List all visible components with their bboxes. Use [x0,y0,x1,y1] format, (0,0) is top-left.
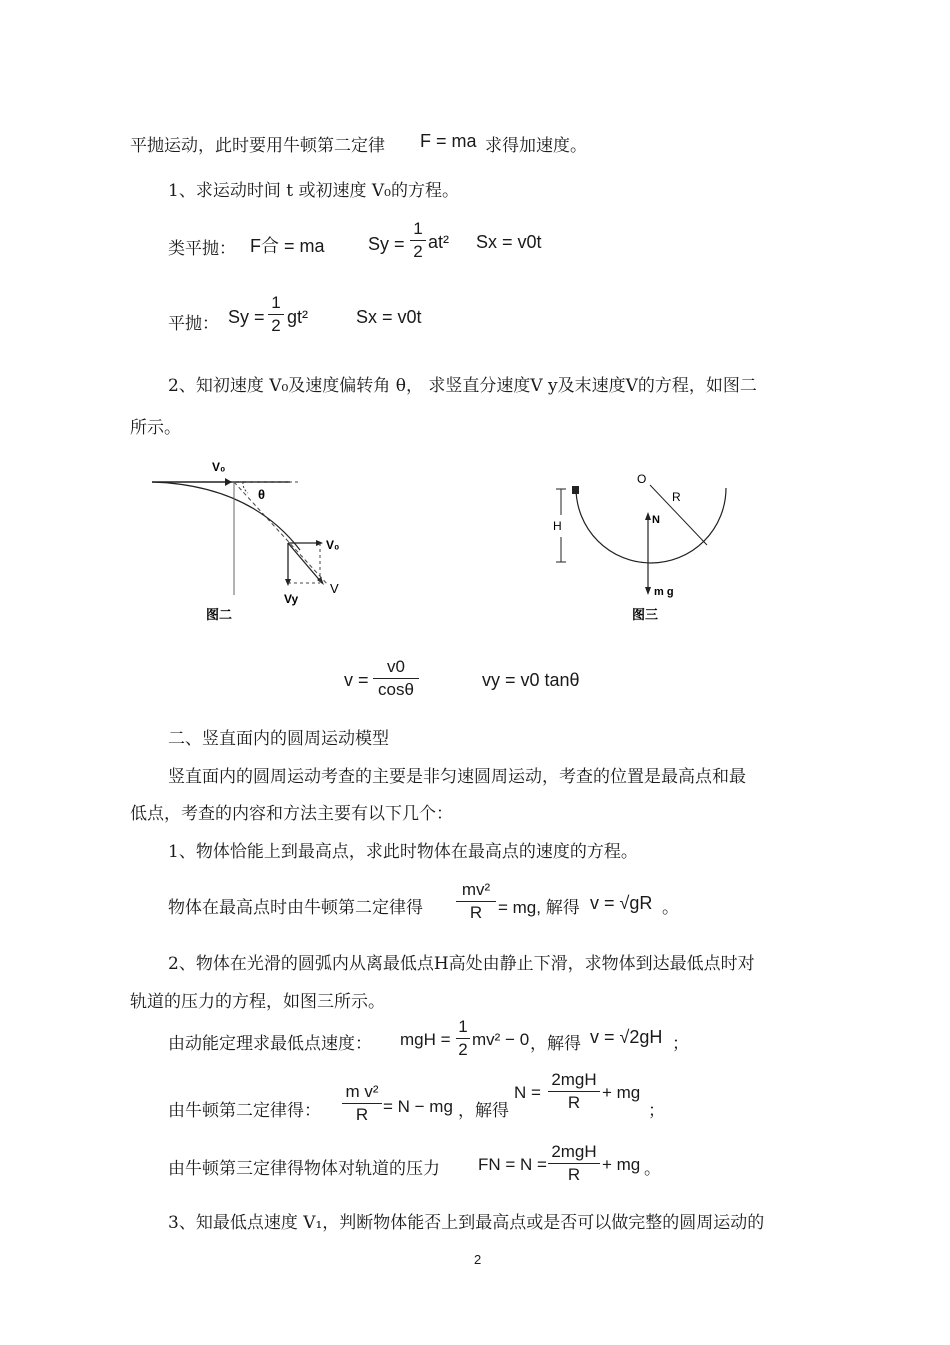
section-2-title: 二、竖直面内的圆周运动模型 [168,729,389,749]
label-v0-top: V₀ [212,460,226,474]
formula-mgh: mgH = [400,1030,451,1049]
page-number: 2 [474,1252,482,1267]
para-7b: 。 [644,1159,661,1179]
formula-half-mv2: mv² − 0 [472,1030,530,1049]
para-3c: 。 [662,898,679,918]
formula-v-eq: v = [344,670,369,690]
text-line-2: 1、求运动时间 t 或初速度 V₀的方程。 [168,181,459,201]
figure-3-circular-track-diagram [540,465,740,635]
lei-ping-label: 类平抛： [168,239,236,259]
label-vy: Vy [284,592,299,606]
formula-plus-mg-2: + mg [602,1155,641,1174]
formula-sy-1: Sy = [368,234,405,254]
fraction-mv2-r-2: m v² R [342,1082,382,1125]
formula-sx-2: Sx = v0t [356,307,422,327]
formula-vy: vy = v0 tanθ [482,670,580,690]
text-line-1c: 求得加速度。 [485,136,587,156]
label-h: H [553,519,562,533]
formula-sx-1: Sx = v0t [476,232,542,252]
figure-2-caption: 图二 [206,607,233,622]
para-6c: ； [648,1101,665,1121]
text-line-4a: 2、知初速度 V₀及速度偏转角 θ， 求竖直分速度V y及末速度V的方程，如图二 [168,376,757,396]
text-line-1a: 平抛运动，此时要用牛顿第二定律 [130,136,385,156]
para-5a: 由动能定理求最低点速度： [168,1034,372,1054]
ping-pao-label: 平抛： [168,314,219,334]
label-theta: θ [258,487,266,502]
formula-gt2: gt² [287,307,309,327]
label-o: O [637,472,647,486]
formula-v-sqrt-2gh: v = √2gH [590,1027,663,1047]
formula-f-he: F合 = ma [250,236,325,256]
label-v: V [330,581,339,596]
label-n: N [652,514,660,526]
fraction-half-2: 1 2 [268,293,284,336]
figure-3-caption: 图三 [632,607,659,622]
fraction-mv2-r: mv² R [456,880,496,923]
formula-fn: FN = N = [478,1155,547,1174]
para-4b: 轨道的压力的方程，如图三所示。 [130,992,385,1012]
para-4a: 2、物体在光滑的圆弧内从离最低点H高处由静止下滑，求物体到达最低点时对 [168,954,755,974]
figure-2-projectile-diagram [140,455,370,630]
formula-v-sqrt-gr: v = √gR [590,893,653,913]
para-1b: 低点，考查的内容和方法主要有以下几个： [130,804,453,824]
para-3a: 物体在最高点时由牛顿第二定律得 [168,898,423,918]
formula-f-ma: F = ma [420,131,477,151]
para-8: 3、知最低点速度 V₁，判断物体能否上到最高点或是否可以做完整的圆周运动的 [168,1213,765,1233]
formula-at2: at² [428,232,450,252]
para-7a: 由牛顿第三定律得物体对轨道的压力 [168,1159,440,1179]
formula-plus-mg: + mg [602,1083,641,1102]
para-5b: ，解得 [530,1034,581,1054]
formula-n-eq: N = [514,1083,541,1102]
para-2: 1、物体恰能上到最高点，求此时物体在最高点的速度的方程。 [168,842,638,862]
label-mg: m g [654,586,674,598]
formula-n-minus-mg: = N − mg [383,1097,453,1116]
text-mg-solve: = mg, 解得 [498,898,580,917]
fraction-v0-cos: v0 cosθ [373,657,419,700]
fraction-half-1: 1 2 [410,219,426,262]
para-1a: 竖直面内的圆周运动考查的主要是非匀速圆周运动，考查的位置是最高点和最 [168,767,746,787]
para-6a: 由牛顿第二定律得： [168,1101,321,1121]
label-r: R [672,490,681,504]
label-v0-mid: V₀ [326,538,340,552]
fraction-half-3: 1 2 [456,1017,470,1060]
text-line-4b: 所示。 [130,418,181,438]
para-5c: ； [672,1034,689,1054]
para-6b: ，解得 [458,1101,509,1121]
fraction-2mgh-r: 2mgH R [548,1070,600,1113]
fraction-2mgh-r-2: 2mgH R [548,1142,600,1185]
formula-sy-2: Sy = [228,307,265,327]
